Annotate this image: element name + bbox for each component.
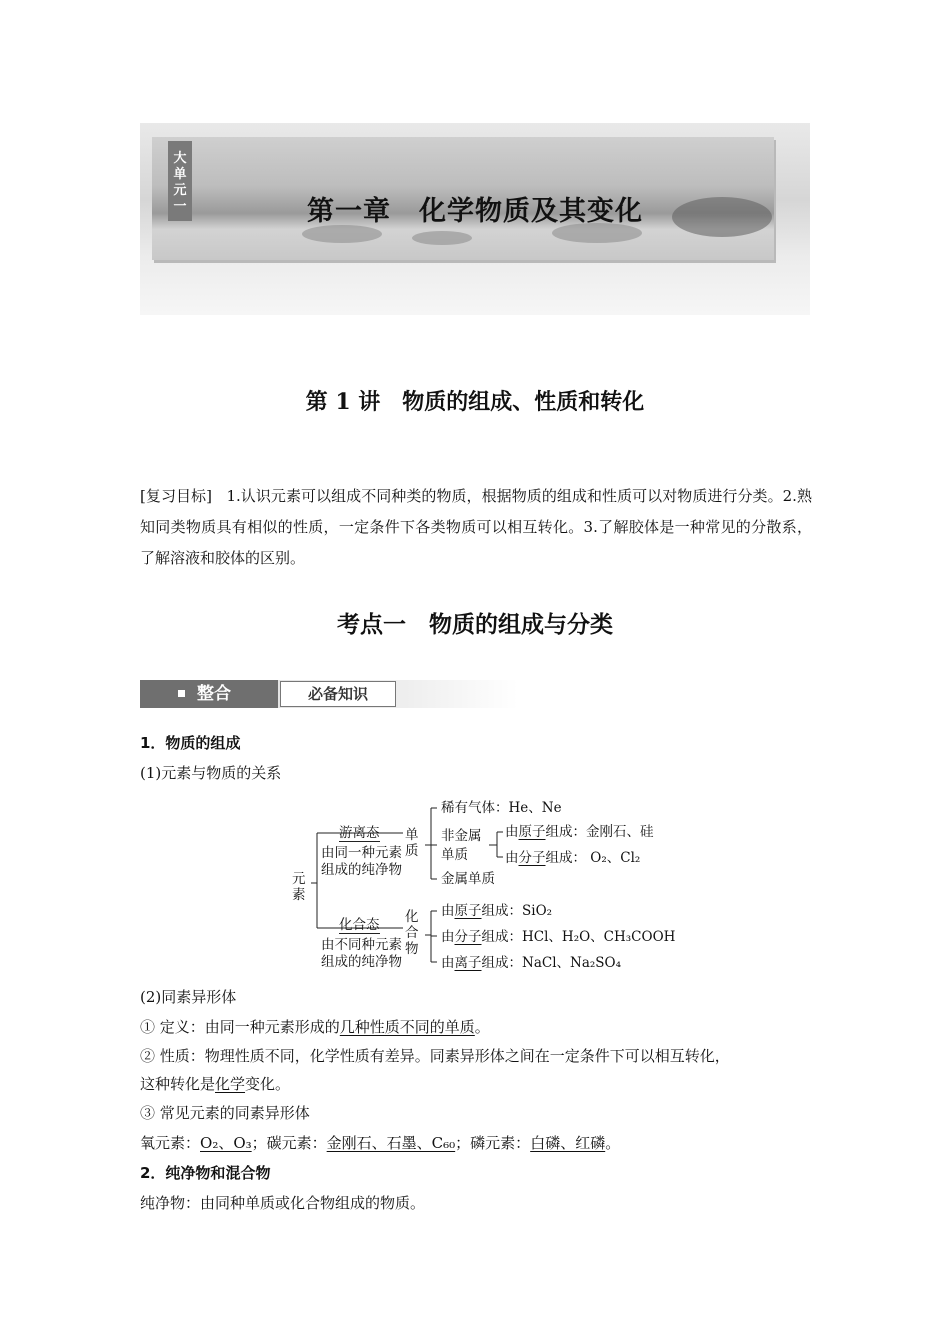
pure-substance-definition: 纯净物：由同种单质或化合物组成的物质。 [140, 1194, 426, 1212]
subheading-allotrope: (2)同素异形体 [140, 988, 237, 1006]
review-goals [140, 481, 812, 574]
nonmetal-1: 非金属 [441, 828, 482, 844]
ion-compound: 由离子组成：NaCl、Na₂SO₄ [441, 955, 622, 971]
goals-text: 1.认识元素可以组成不同种类的物质，根据物质的组成和性质可以对物质进行分类。2.熟知同类物质具有相似的性质，一定条件下各类物质可以相互转化。3.了解胶体是一种常见的分散系，了解溶液和胶体的区别。 [140, 487, 812, 567]
metal-simple: 金属单质 [441, 871, 495, 887]
simple-substance: 单质 [405, 827, 419, 859]
subheading-element-relation: (1)元素与物质的关系 [140, 764, 282, 782]
zhenghe-dark-tab: 整合 [140, 680, 278, 708]
combined-desc-2: 组成的纯净物 [321, 954, 402, 970]
atom-compound: 由原子组成：SiO₂ [441, 903, 553, 919]
element-substance-diagram [285, 795, 675, 975]
allotrope-definition: ① 定义：由同一种元素形成的几种性质不同的单质。 [140, 1018, 490, 1036]
free-state: 游离态 [339, 825, 380, 841]
goals-label: [复习目标] [140, 487, 212, 505]
allotrope-property-line1: ② 性质：物理性质不同，化学性质有差异。同素异形体之间在一定条件下可以相互转化， [140, 1047, 730, 1065]
molecule-simple: 由分子组成： O₂、Cl₂ [505, 850, 641, 866]
noble-gas: 稀有气体：He、Ne [441, 800, 562, 816]
nonmetal-2: 单质 [441, 847, 468, 863]
heading-composition: 1．物质的组成 [140, 734, 241, 752]
common-allotropes-heading: ③ 常见元素的同素异形体 [140, 1104, 310, 1122]
allotrope-property-line2: 这种转化是化学变化。 [140, 1075, 291, 1093]
heading-pure-mixture: 2．纯净物和混合物 [140, 1164, 271, 1182]
chapter-banner [140, 123, 810, 315]
square-icon [178, 690, 185, 697]
unit-tag: 大单元一 [168, 141, 192, 221]
free-desc-2: 组成的纯净物 [321, 862, 402, 878]
zhenghe-bar [140, 680, 518, 708]
combined-desc-1: 由不同种元素 [321, 937, 402, 953]
free-desc-1: 由同一种元素 [321, 845, 402, 861]
lecture-title: 第 1 讲 物质的组成、性质和转化 [305, 389, 645, 415]
molecule-compound: 由分子组成：HCl、H₂O、CH₃COOH [441, 929, 676, 945]
common-allotropes-list: 氧元素：O₂、O₃；碳元素：金刚石、石墨、C₆₀；磷元素：白磷、红磷。 [140, 1134, 621, 1152]
compound: 化合物 [405, 909, 419, 957]
combined-state: 化合态 [339, 917, 380, 933]
chapter-title: 第一章 化学物质及其变化 [307, 196, 643, 227]
diagram-root: 元素 [292, 871, 306, 903]
section-title: 考点一 物质的组成与分类 [337, 611, 613, 638]
atom-simple: 由原子组成：金刚石、硅 [505, 824, 654, 840]
zhenghe-light-tab: 必备知识 [280, 681, 396, 707]
